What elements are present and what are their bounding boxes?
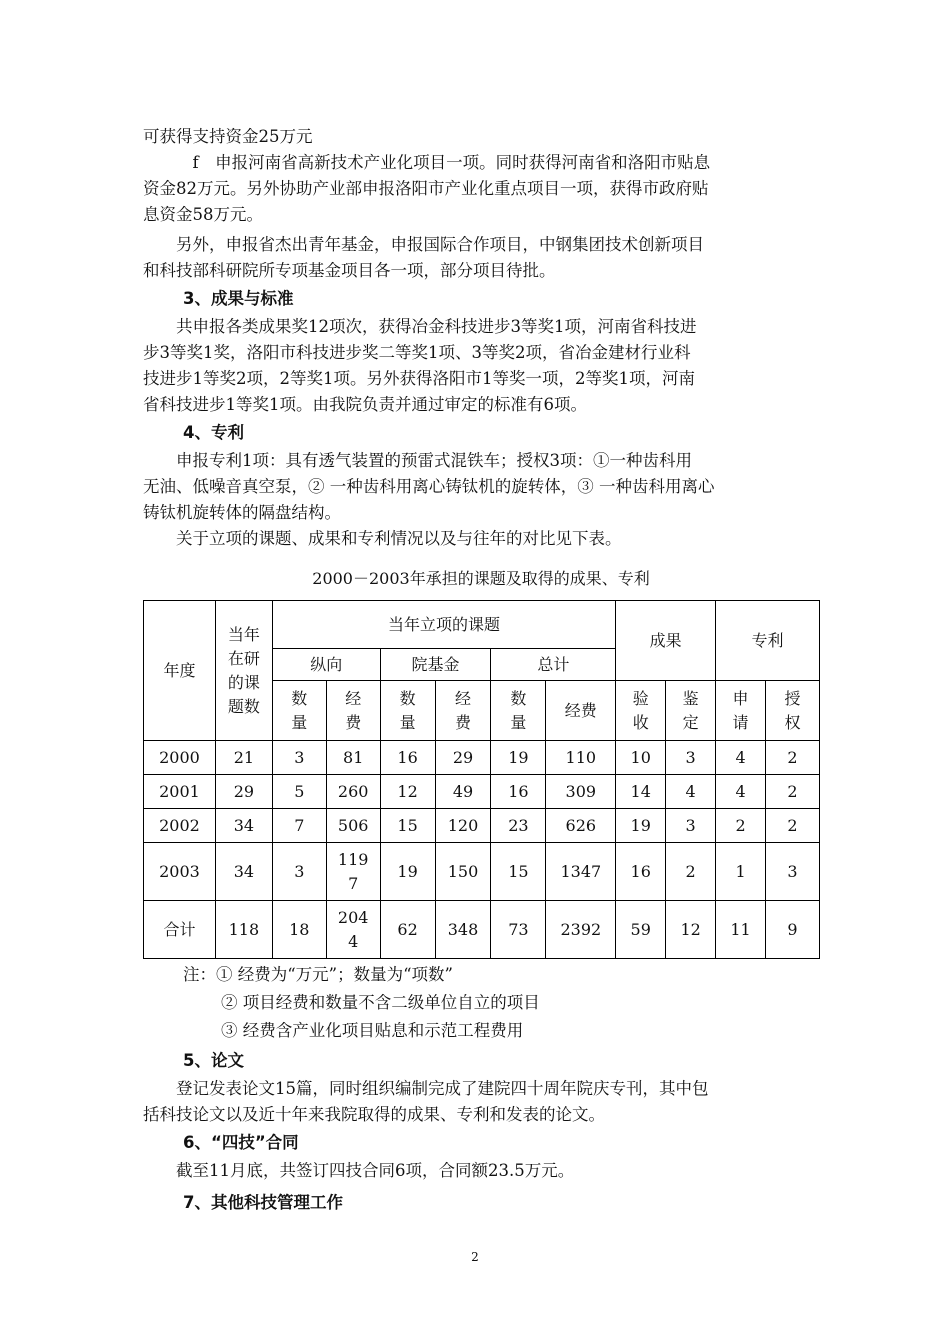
header-text: 在研 xyxy=(227,648,260,668)
header-cost xyxy=(435,681,491,741)
cell-text: 204 xyxy=(337,907,369,927)
header-results: 成果 xyxy=(616,601,716,681)
header-current-projects xyxy=(215,601,272,741)
cell-fund-cost: 150 xyxy=(435,843,491,901)
cell-fund-qty: 12 xyxy=(380,775,435,809)
cell-fund-cost: 348 xyxy=(435,901,491,959)
header-text: 权 xyxy=(784,712,801,732)
cell-fund-qty: 16 xyxy=(380,741,435,775)
cell-year: 2003 xyxy=(144,843,216,901)
cell-accept: 10 xyxy=(616,741,666,775)
cell-year: 2000 xyxy=(144,741,216,775)
cell-appraise: 12 xyxy=(666,901,716,959)
header-quantity xyxy=(380,681,435,741)
header-text: 数 xyxy=(510,688,527,708)
cell-vertical-qty: 5 xyxy=(272,775,326,809)
table-row xyxy=(144,741,820,775)
header-text: 量 xyxy=(510,712,527,732)
cell-grant: 2 xyxy=(765,775,819,809)
header-text: 请 xyxy=(732,712,749,732)
cell-fund-qty: 15 xyxy=(380,809,435,843)
header-year: 年度 xyxy=(144,601,216,741)
header-quantity xyxy=(491,681,546,741)
cell-grant: 9 xyxy=(765,901,819,959)
header-apply xyxy=(716,681,766,741)
table-note-1: 注：① 经费为“万元”；数量为“项数” xyxy=(183,965,453,984)
cell-accept: 16 xyxy=(616,843,666,901)
cell-appraise: 2 xyxy=(666,843,716,901)
text-line: 无油、低噪音真空泵，② 一种齿科用离心铸钛机的旋转体，③ 一种齿科用离心 xyxy=(143,477,715,496)
cell-text: 7 xyxy=(348,873,359,893)
text-line: 另外，申报省杰出青年基金，申报国际合作项目，中钢集团技术创新项目 xyxy=(143,235,704,254)
paragraph-other-applications xyxy=(143,232,823,284)
paragraph-contracts xyxy=(143,1158,823,1184)
table-row xyxy=(144,843,820,901)
header-vertical: 纵向 xyxy=(272,649,380,681)
header-new-projects: 当年立项的课题 xyxy=(272,601,615,649)
cell-fund-cost: 120 xyxy=(435,809,491,843)
header-grant xyxy=(765,681,819,741)
cell-total-qty: 23 xyxy=(491,809,546,843)
header-text: 收 xyxy=(632,712,649,732)
cell-text: 4 xyxy=(348,931,359,951)
cell-total-cost: 626 xyxy=(546,809,616,843)
cell-total-qty: 15 xyxy=(491,843,546,901)
cell-current: 21 xyxy=(215,741,272,775)
header-text: 费 xyxy=(455,712,472,732)
section-heading-contracts: 6、“四技”合同 xyxy=(183,1133,299,1152)
header-text: 量 xyxy=(291,712,308,732)
header-accept xyxy=(616,681,666,741)
cell-vertical-cost: 260 xyxy=(326,775,380,809)
paragraph-results xyxy=(143,314,823,418)
cell-vertical-cost: 81 xyxy=(326,741,380,775)
header-text: 数 xyxy=(399,688,416,708)
text-line: 可获得支持资金25万元 xyxy=(143,127,313,146)
header-fund: 院基金 xyxy=(380,649,491,681)
cell-appraise: 4 xyxy=(666,775,716,809)
header-text: 验 xyxy=(632,688,649,708)
cell-apply: 4 xyxy=(716,775,766,809)
cell-total-cost: 2392 xyxy=(546,901,616,959)
cell-accept: 59 xyxy=(616,901,666,959)
cell-total-qty: 73 xyxy=(491,901,546,959)
cell-year: 2001 xyxy=(144,775,216,809)
cell-accept: 14 xyxy=(616,775,666,809)
paragraph-funding xyxy=(143,124,823,228)
paragraph-patents xyxy=(143,448,823,552)
section-heading-papers: 5、论文 xyxy=(183,1051,244,1070)
cell-appraise: 3 xyxy=(666,741,716,775)
cell-year: 合计 xyxy=(144,901,216,959)
header-cost-total: 经费 xyxy=(546,681,616,741)
cell-apply: 4 xyxy=(716,741,766,775)
cell-apply: 1 xyxy=(716,843,766,901)
paragraph-papers xyxy=(143,1076,823,1128)
section-heading-patents: 4、专利 xyxy=(183,423,244,442)
text-line: 截至11月底，共签订四技合同6项，合同额23.5万元。 xyxy=(143,1161,575,1180)
table-row xyxy=(144,809,820,843)
page-number: 2 xyxy=(471,1250,479,1264)
cell-vertical-qty: 18 xyxy=(272,901,326,959)
text-line: 步3等奖1奖，洛阳市科技进步奖二等奖1项、3等奖2项，省冶金建材行业科 xyxy=(143,343,691,362)
header-text: 定 xyxy=(682,712,699,732)
text-line: 资金82万元。另外协助产业部申报洛阳市产业化重点项目一项，获得市政府贴 xyxy=(143,179,709,198)
table-note-3: ③ 经费含产业化项目贴息和示范工程费用 xyxy=(221,1021,524,1040)
cell-grant: 2 xyxy=(765,741,819,775)
text-line: 关于立项的课题、成果和专利情况以及与往年的对比见下表。 xyxy=(143,529,622,548)
header-text: 经 xyxy=(455,688,472,708)
table-row xyxy=(144,775,820,809)
text-line: 铸钛机旋转体的隔盘结构。 xyxy=(143,503,341,522)
header-text: 申 xyxy=(732,688,749,708)
cell-current: 118 xyxy=(215,901,272,959)
header-text: 经 xyxy=(345,688,362,708)
table-caption: 2000－2003年承担的课题及取得的成果、专利 xyxy=(312,569,650,588)
header-text: 鉴 xyxy=(682,688,699,708)
text-line: 和科技部科研院所专项基金项目各一项，部分项目待批。 xyxy=(143,261,556,280)
text-line: 登记发表论文15篇，同时组织编制完成了建院四十周年院庆专刊，其中包 xyxy=(143,1079,709,1098)
text-line: 括科技论文以及近十年来我院取得的成果、专利和发表的论文。 xyxy=(143,1105,605,1124)
projects-table xyxy=(143,600,820,959)
header-text: 授 xyxy=(784,688,801,708)
cell-text: 119 xyxy=(337,849,369,869)
cell-appraise: 3 xyxy=(666,809,716,843)
text-line: 技进步1等奖2项，2等奖1项。另外获得洛阳市1等奖一项，2等奖1项，河南 xyxy=(143,369,695,388)
cell-total-qty: 16 xyxy=(491,775,546,809)
cell-fund-cost: 49 xyxy=(435,775,491,809)
header-text: 题数 xyxy=(227,696,260,716)
text-line: 共申报各类成果奖12项次，获得冶金科技进步3等奖1项，河南省科技进 xyxy=(143,317,697,336)
table-note-2: ② 项目经费和数量不含二级单位自立的项目 xyxy=(221,993,540,1012)
section-heading-other: 7、其他科技管理工作 xyxy=(183,1193,343,1212)
cell-vertical-qty: 3 xyxy=(272,843,326,901)
cell-apply: 11 xyxy=(716,901,766,959)
text-line: 申报专利1项：具有透气装置的预雷式混铁车；授权3项：①一种齿科用 xyxy=(143,451,692,470)
cell-total-cost: 309 xyxy=(546,775,616,809)
header-text: 当年 xyxy=(227,624,260,644)
cell-apply: 2 xyxy=(716,809,766,843)
cell-fund-cost: 29 xyxy=(435,741,491,775)
cell-grant: 2 xyxy=(765,809,819,843)
cell-vertical-cost xyxy=(326,843,380,901)
cell-vertical-qty: 7 xyxy=(272,809,326,843)
cell-grant: 3 xyxy=(765,843,819,901)
cell-total-qty: 19 xyxy=(491,741,546,775)
header-text: 费 xyxy=(345,712,362,732)
cell-fund-qty: 19 xyxy=(380,843,435,901)
cell-accept: 19 xyxy=(616,809,666,843)
cell-vertical-cost: 506 xyxy=(326,809,380,843)
header-quantity xyxy=(272,681,326,741)
cell-total-cost: 110 xyxy=(546,741,616,775)
header-total: 总计 xyxy=(491,649,616,681)
text-line: 息资金58万元。 xyxy=(143,205,263,224)
header-patents: 专利 xyxy=(716,601,820,681)
cell-current: 34 xyxy=(215,809,272,843)
cell-vertical-qty: 3 xyxy=(272,741,326,775)
header-text: 数 xyxy=(291,688,308,708)
section-heading-results: 3、成果与标准 xyxy=(183,289,294,308)
header-text: 量 xyxy=(399,712,416,732)
text-line: 省科技进步1等奖1项。由我院负责并通过审定的标准有6项。 xyxy=(143,395,587,414)
header-cost xyxy=(326,681,380,741)
cell-current: 29 xyxy=(215,775,272,809)
table-row-total xyxy=(144,901,820,959)
cell-year: 2002 xyxy=(144,809,216,843)
cell-vertical-cost xyxy=(326,901,380,959)
text-line: f 申报河南省高新技术产业化项目一项。同时获得河南省和洛阳市贴息 xyxy=(143,153,711,172)
cell-fund-qty: 62 xyxy=(380,901,435,959)
cell-current: 34 xyxy=(215,843,272,901)
cell-total-cost: 1347 xyxy=(546,843,616,901)
header-appraise xyxy=(666,681,716,741)
header-text: 的课 xyxy=(227,672,260,692)
